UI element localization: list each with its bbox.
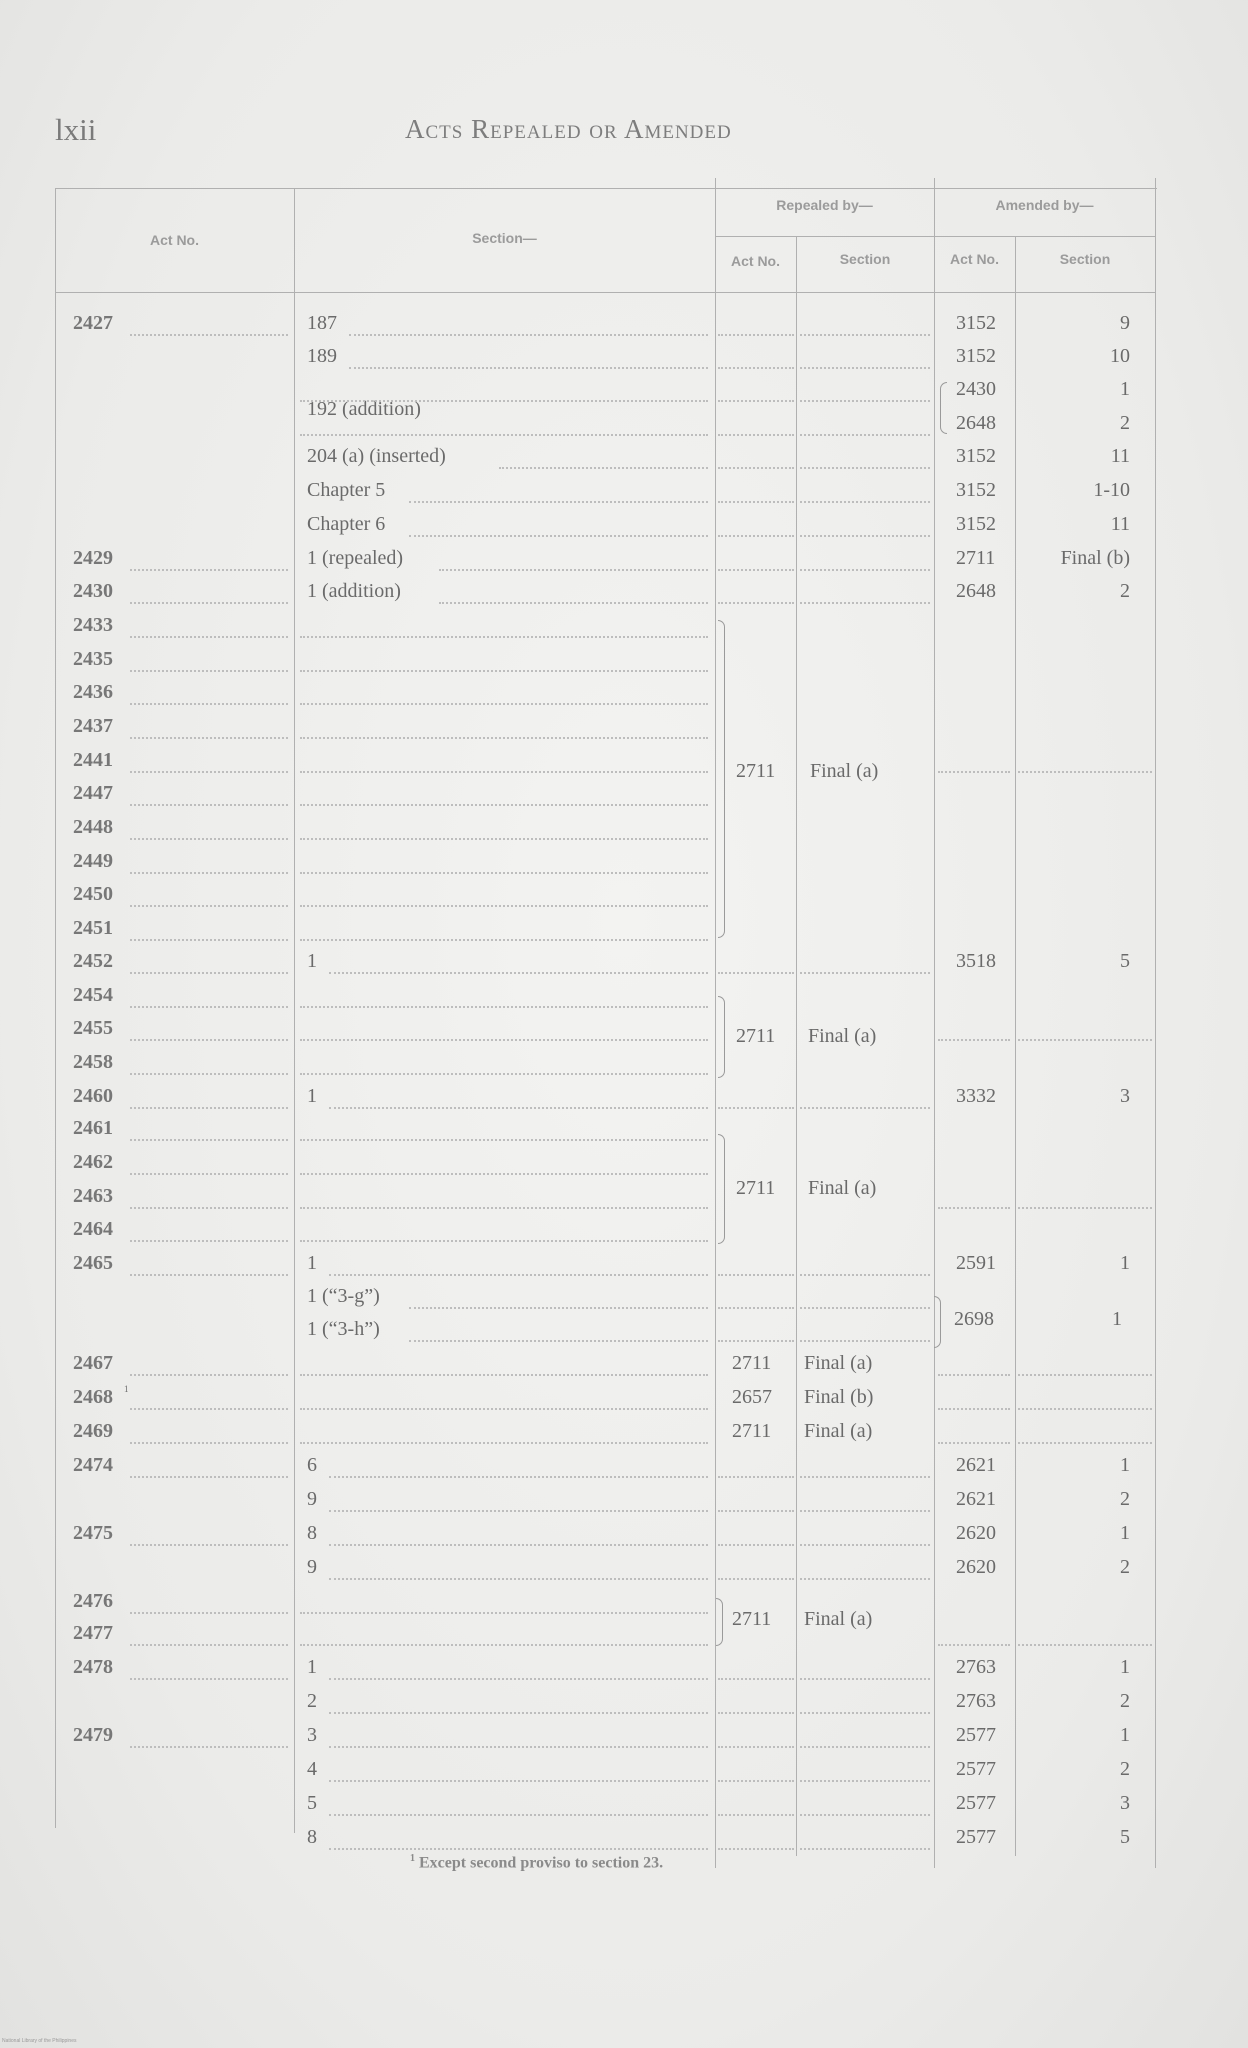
leader-dots <box>300 1039 708 1041</box>
act-number: 2461 <box>73 1117 113 1139</box>
amended-section-3gh: 1 <box>1112 1308 1122 1330</box>
leader-dots <box>409 501 708 503</box>
leader-dots <box>300 905 708 907</box>
leader-dots <box>300 1442 708 1444</box>
leader-dots <box>300 838 708 840</box>
leader-dots <box>718 1814 794 1816</box>
leader-dots <box>300 670 708 672</box>
act-number: 2465 <box>73 1252 113 1274</box>
header-amended-by: Amended by— <box>995 197 1094 213</box>
leader-dots <box>938 1039 1010 1041</box>
leader-dots <box>130 1039 288 1041</box>
repealed-act-group-4: 2711 <box>732 1608 772 1630</box>
leader-dots <box>1018 1442 1152 1444</box>
leader-dots <box>130 737 288 739</box>
leader-dots <box>130 670 288 672</box>
repealed-section-group-3: Final (a) <box>808 1177 877 1199</box>
leader-dots <box>329 1814 708 1816</box>
leader-dots <box>718 1107 794 1109</box>
leader-dots <box>130 569 288 571</box>
leader-dots <box>300 771 708 773</box>
leader-dots <box>130 771 288 773</box>
section-value: 1 (“3-h”) <box>307 1318 380 1340</box>
leader-dots <box>300 1173 708 1175</box>
act-number: 2475 <box>73 1522 113 1544</box>
leader-dots <box>130 1173 288 1175</box>
leader-dots <box>130 939 288 941</box>
leader-dots <box>800 1814 930 1816</box>
leader-dots <box>300 737 708 739</box>
section-value: 3 <box>307 1724 317 1746</box>
leader-dots <box>718 1712 794 1714</box>
col-rule-1 <box>294 188 295 1833</box>
repealed-section: Final (a) <box>804 1352 873 1374</box>
repealed-act-group-2: 2711 <box>736 1025 776 1047</box>
act-number: 2467 <box>73 1352 113 1374</box>
leader-dots <box>130 703 288 705</box>
leader-dots <box>800 602 930 604</box>
header-repealed-section: Section <box>839 251 891 267</box>
leader-dots <box>300 939 708 941</box>
leader-dots <box>130 1644 288 1646</box>
repealed-act-number: 2711 <box>732 1420 772 1442</box>
brace-repeal-group-1 <box>718 620 725 938</box>
amended-act-number: 2620 <box>956 1556 996 1578</box>
act-number: 2476 <box>73 1590 113 1612</box>
leader-dots <box>938 1374 1010 1376</box>
footnote-marker: 1 <box>124 1384 129 1394</box>
amended-act-number: 2577 <box>956 1826 996 1848</box>
header-act-no: Act No. <box>150 232 199 248</box>
leader-dots <box>300 1139 708 1141</box>
leader-dots <box>329 1780 708 1782</box>
amended-act-number: 3152 <box>956 445 996 467</box>
section-value: 1 <box>307 1085 317 1107</box>
leader-dots <box>1018 1039 1152 1041</box>
leader-dots <box>130 1544 288 1546</box>
leader-dots <box>329 1544 708 1546</box>
header-amended-section: Section <box>1059 251 1111 267</box>
amended-section: 11 <box>1110 445 1130 467</box>
act-number: 2460 <box>73 1085 113 1107</box>
brace-amend-3gh <box>934 1296 941 1348</box>
leader-dots <box>130 1442 288 1444</box>
leader-dots <box>718 1578 794 1580</box>
leader-dots <box>499 467 708 469</box>
brace-192 <box>940 382 947 434</box>
amended-section: 1-10 <box>1093 479 1130 501</box>
leader-dots <box>800 1678 930 1680</box>
leader-dots <box>1018 1374 1152 1376</box>
header-section: Section— <box>472 230 537 246</box>
amended-act-number: 2577 <box>956 1792 996 1814</box>
leader-dots <box>130 636 288 638</box>
section-value: 1 <box>307 1252 317 1274</box>
leader-dots <box>1018 771 1152 773</box>
amended-section: 3 <box>1120 1085 1130 1107</box>
leader-dots <box>718 1544 794 1546</box>
act-number: 2452 <box>73 950 113 972</box>
leader-dots <box>1018 1644 1152 1646</box>
leader-dots <box>329 1476 708 1478</box>
leader-dots <box>800 1746 930 1748</box>
act-number: 2464 <box>73 1218 113 1240</box>
act-number: 2447 <box>73 782 113 804</box>
scan-credit: National Library of the Philippines <box>2 2038 77 2044</box>
section-value: 1 (addition) <box>307 580 401 602</box>
leader-dots <box>409 535 708 537</box>
leader-dots <box>130 1274 288 1276</box>
page-title: Acts Repealed or Amended <box>405 114 732 144</box>
leader-dots <box>130 972 288 974</box>
section-value: Chapter 5 <box>307 479 386 501</box>
amended-section: 1 <box>1120 1252 1130 1274</box>
leader-dots <box>329 1510 708 1512</box>
leader-dots <box>130 334 288 336</box>
leader-dots <box>130 602 288 604</box>
header-repealed-by: Repealed by— <box>776 197 873 213</box>
leader-dots <box>300 400 708 402</box>
leader-dots <box>130 1374 288 1376</box>
amended-section: 1 <box>1120 378 1130 400</box>
amended-act-number: 2763 <box>956 1656 996 1678</box>
leader-dots <box>718 1510 794 1512</box>
act-number: 2458 <box>73 1051 113 1073</box>
act-number: 2463 <box>73 1185 113 1207</box>
repealed-act-group-1: 2711 <box>736 760 776 782</box>
act-number: 2477 <box>73 1622 113 1644</box>
leader-dots <box>938 1207 1010 1209</box>
act-number: 2474 <box>73 1454 113 1476</box>
leader-dots <box>800 467 930 469</box>
amended-section: 2 <box>1120 1556 1130 1578</box>
leader-dots <box>800 1544 930 1546</box>
act-number: 2433 <box>73 614 113 636</box>
act-number: 2468 <box>73 1386 113 1408</box>
amended-section: 2 <box>1120 1690 1130 1712</box>
amended-section: 2 <box>1120 412 1130 434</box>
repealed-act-number: 2711 <box>732 1352 772 1374</box>
leader-dots <box>300 703 708 705</box>
section-value: 6 <box>307 1454 317 1476</box>
leader-dots <box>800 334 930 336</box>
repealed-section-group-1: Final (a) <box>810 760 879 782</box>
section-value: 1 (repealed) <box>307 547 404 569</box>
leader-dots <box>300 636 708 638</box>
amended-act-number: 3518 <box>956 950 996 972</box>
leader-dots <box>800 1340 930 1342</box>
amended-section: 1 <box>1120 1454 1130 1476</box>
leader-dots <box>718 1780 794 1782</box>
leader-dots <box>409 1307 708 1309</box>
amended-section: 5 <box>1120 1826 1130 1848</box>
col-rule-5 <box>1015 236 1016 1856</box>
leader-dots <box>718 1307 794 1309</box>
amended-section: 1 <box>1120 1656 1130 1678</box>
leader-dots <box>439 569 708 571</box>
repealed-section: Final (a) <box>804 1420 873 1442</box>
leader-dots <box>718 1476 794 1478</box>
act-number: 2427 <box>73 312 113 334</box>
act-number: 2429 <box>73 547 113 569</box>
amended-section: 2 <box>1120 580 1130 602</box>
leader-dots <box>329 1848 708 1850</box>
leader-dots <box>300 1374 708 1376</box>
amended-section: 10 <box>1110 345 1130 367</box>
act-number: 2436 <box>73 681 113 703</box>
leader-dots <box>130 838 288 840</box>
leader-dots <box>718 501 794 503</box>
table-right-rule <box>1155 178 1156 1868</box>
section-value: 1 <box>307 1656 317 1678</box>
amended-act-number: 3152 <box>956 479 996 501</box>
section-value: 189 <box>307 345 337 367</box>
leader-dots <box>130 1678 288 1680</box>
section-value: Chapter 6 <box>307 513 386 535</box>
header-amended-act-no: Act No. <box>950 251 999 267</box>
act-number: 2462 <box>73 1151 113 1173</box>
section-value: 187 <box>307 312 337 334</box>
leader-dots <box>300 1073 708 1075</box>
leader-dots <box>130 1746 288 1748</box>
amended-act-number: 2621 <box>956 1488 996 1510</box>
act-number: 2435 <box>73 648 113 670</box>
leader-dots <box>800 1510 930 1512</box>
leader-dots <box>329 1678 708 1680</box>
section-value: 1 (“3-g”) <box>307 1285 380 1307</box>
section-value: 9 <box>307 1556 317 1578</box>
leader-dots <box>130 1612 288 1614</box>
leader-dots <box>300 804 708 806</box>
amended-section: Final (b) <box>1060 547 1130 569</box>
leader-dots <box>300 1408 708 1410</box>
leader-dots <box>800 367 930 369</box>
leader-dots <box>300 1612 708 1614</box>
leader-dots <box>718 434 794 436</box>
leader-dots <box>130 804 288 806</box>
section-value: 9 <box>307 1488 317 1510</box>
act-number: 2479 <box>73 1724 113 1746</box>
amended-act-number: 2763 <box>956 1690 996 1712</box>
section-value: 8 <box>307 1826 317 1848</box>
act-number: 2441 <box>73 749 113 771</box>
leader-dots <box>300 872 708 874</box>
amended-act-number: 2648 <box>956 412 996 434</box>
leader-dots <box>718 1274 794 1276</box>
leader-dots <box>718 367 794 369</box>
table-top-rule <box>55 188 1157 189</box>
leader-dots <box>300 1644 708 1646</box>
page-number: lxii <box>55 112 97 147</box>
section-value: 1 <box>307 950 317 972</box>
leader-dots <box>130 1073 288 1075</box>
header-bottom-rule <box>55 292 1155 293</box>
brace-repeal-group-4 <box>716 1598 723 1646</box>
leader-dots <box>300 434 708 436</box>
act-number: 2455 <box>73 1017 113 1039</box>
leader-dots <box>718 1848 794 1850</box>
col-rule-3 <box>796 236 797 1856</box>
leader-dots <box>718 535 794 537</box>
leader-dots <box>409 1340 708 1342</box>
leader-dots <box>329 1578 708 1580</box>
leader-dots <box>1018 1207 1152 1209</box>
amended-act-number: 2711 <box>956 547 996 569</box>
leader-dots <box>130 905 288 907</box>
amended-act-number: 2648 <box>956 580 996 602</box>
leader-dots <box>130 1107 288 1109</box>
leader-dots <box>329 1107 708 1109</box>
leader-dots <box>300 1207 708 1209</box>
amended-act-3gh: 2698 <box>954 1308 994 1330</box>
leader-dots <box>718 467 794 469</box>
leader-dots <box>938 1442 1010 1444</box>
amended-section: 9 <box>1120 312 1130 334</box>
leader-dots <box>718 602 794 604</box>
repealed-section-group-4: Final (a) <box>804 1608 873 1630</box>
leader-dots <box>800 400 930 402</box>
leader-dots <box>349 334 708 336</box>
amended-act-number: 3152 <box>956 345 996 367</box>
section-192-addition: 192 (addition) <box>307 398 421 420</box>
amended-act-number: 2620 <box>956 1522 996 1544</box>
amended-act-number: 3152 <box>956 312 996 334</box>
leader-dots <box>300 1006 708 1008</box>
brace-repeal-group-3 <box>718 1134 725 1244</box>
amended-act-number: 3152 <box>956 513 996 535</box>
act-number: 2454 <box>73 984 113 1006</box>
repealed-section: Final (b) <box>804 1386 874 1408</box>
amended-section: 1 <box>1120 1522 1130 1544</box>
section-value: 8 <box>307 1522 317 1544</box>
table-left-rule <box>55 188 56 1828</box>
act-number: 2449 <box>73 850 113 872</box>
footnote: $^1$ Except second proviso to section 23. <box>410 1853 664 1872</box>
leader-dots <box>800 535 930 537</box>
brace-repeal-group-2 <box>718 996 725 1078</box>
amended-act-number: 2577 <box>956 1724 996 1746</box>
amended-section: 5 <box>1120 950 1130 972</box>
leader-dots <box>800 1307 930 1309</box>
act-number: 2450 <box>73 883 113 905</box>
amended-act-number: 3332 <box>956 1085 996 1107</box>
leader-dots <box>329 972 708 974</box>
repealed-section-group-2: Final (a) <box>808 1025 877 1047</box>
leader-dots <box>130 1207 288 1209</box>
leader-dots <box>800 1476 930 1478</box>
leader-dots <box>130 1408 288 1410</box>
leader-dots <box>938 1644 1010 1646</box>
act-number: 2451 <box>73 917 113 939</box>
act-number: 2437 <box>73 715 113 737</box>
col-rule-4 <box>934 178 935 1868</box>
leader-dots <box>800 1848 930 1850</box>
leader-dots <box>130 872 288 874</box>
repealed-act-group-3: 2711 <box>736 1177 776 1199</box>
amended-section: 2 <box>1120 1488 1130 1510</box>
leader-dots <box>130 1240 288 1242</box>
amended-act-number: 2430 <box>956 378 996 400</box>
leader-dots <box>938 771 1010 773</box>
act-number: 2469 <box>73 1420 113 1442</box>
leader-dots <box>800 1107 930 1109</box>
leader-dots <box>718 1746 794 1748</box>
leader-dots <box>329 1712 708 1714</box>
leader-dots <box>938 1408 1010 1410</box>
leader-dots <box>718 1678 794 1680</box>
amended-section: 3 <box>1120 1792 1130 1814</box>
leader-dots <box>800 1712 930 1714</box>
leader-dots <box>300 1240 708 1242</box>
leader-dots <box>718 400 794 402</box>
leader-dots <box>718 569 794 571</box>
leader-dots <box>800 434 930 436</box>
leader-dots <box>800 1578 930 1580</box>
leader-dots <box>439 602 708 604</box>
leader-dots <box>329 1274 708 1276</box>
amended-section: 11 <box>1110 513 1130 535</box>
leader-dots <box>130 1476 288 1478</box>
leader-dots <box>329 1746 708 1748</box>
leader-dots <box>718 972 794 974</box>
amended-section: 2 <box>1120 1758 1130 1780</box>
repealed-act-number: 2657 <box>732 1386 772 1408</box>
leader-dots <box>130 1139 288 1141</box>
leader-dots <box>1018 1408 1152 1410</box>
amended-act-number: 2591 <box>956 1252 996 1274</box>
subheader-rule <box>715 236 1155 237</box>
leader-dots <box>800 1274 930 1276</box>
leader-dots <box>718 1340 794 1342</box>
section-value: 5 <box>307 1792 317 1814</box>
leader-dots <box>800 972 930 974</box>
section-value: 4 <box>307 1758 317 1780</box>
leader-dots <box>130 1006 288 1008</box>
leader-dots <box>349 367 708 369</box>
leader-dots <box>718 334 794 336</box>
section-value: 204 (a) (inserted) <box>307 445 446 467</box>
section-value: 2 <box>307 1690 317 1712</box>
header-repealed-act-no: Act No. <box>731 253 780 269</box>
act-number: 2430 <box>73 580 113 602</box>
amended-section: 1 <box>1120 1724 1130 1746</box>
act-number: 2448 <box>73 816 113 838</box>
amended-act-number: 2577 <box>956 1758 996 1780</box>
leader-dots <box>800 569 930 571</box>
amended-act-number: 2621 <box>956 1454 996 1476</box>
leader-dots <box>800 501 930 503</box>
leader-dots <box>800 1780 930 1782</box>
act-number: 2478 <box>73 1656 113 1678</box>
